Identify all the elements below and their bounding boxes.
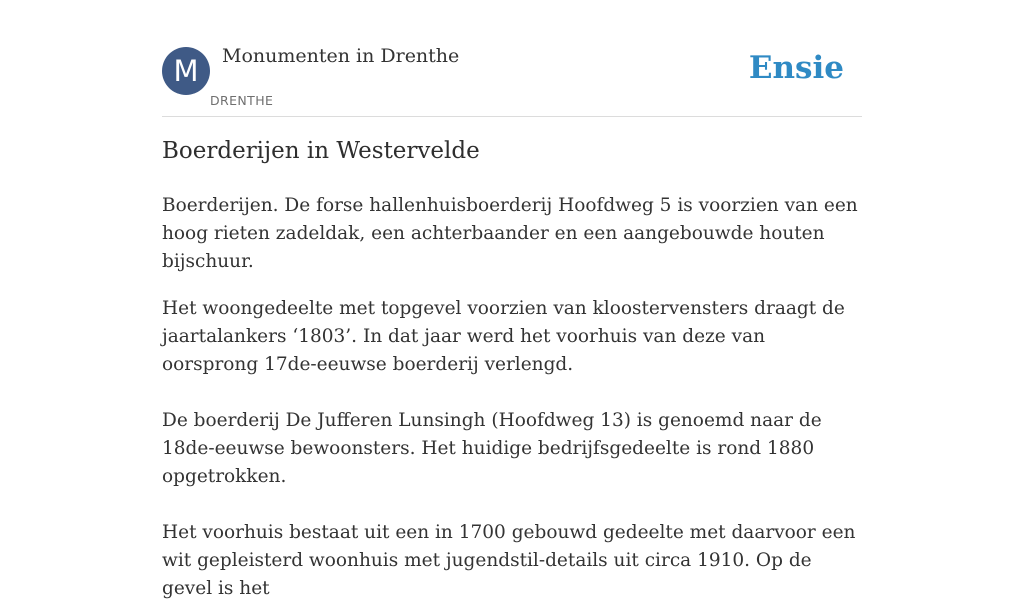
site-header [162,40,862,117]
site-title[interactable]: Monumenten in Drenthe [222,45,460,67]
article-body [162,192,862,603]
site-avatar[interactable]: M [162,47,210,95]
brand-logo[interactable]: Ensie [748,50,844,86]
article-paragraph: Boerderijen. De forse hallenhuisboerderij Hoofdweg 5 is voorzien van een hoog rieten zadeldak, een achterbaander en een aangebouwde houten bijschuur. [162,195,858,272]
article-paragraph: Het woongedeelte met topgevel voorzien van kloostervensters draagt de jaartalankers ‘1803’. In dat jaar werd het voorhuis van deze van oorsprong 17de-eeuwse boerderij verlengd. De boerderij De Jufferen Lunsingh (Hoofdweg 13) is genoemd naar de 18de-eeuwse bewoonsters. Het huidige bedrijfsgedeelte is rond 1880 opgetrokken. Het voorhuis bestaat uit een in 1700 gebouwd gedeelte met daarvoor een wit gepleisterd woonhuis met jugendstil-details uit circa 1910. Op de gevel is het [162,298,856,599]
article-title: Boerderijen in Westervelde [162,138,480,164]
site-category[interactable]: DRENTHE [210,93,274,108]
